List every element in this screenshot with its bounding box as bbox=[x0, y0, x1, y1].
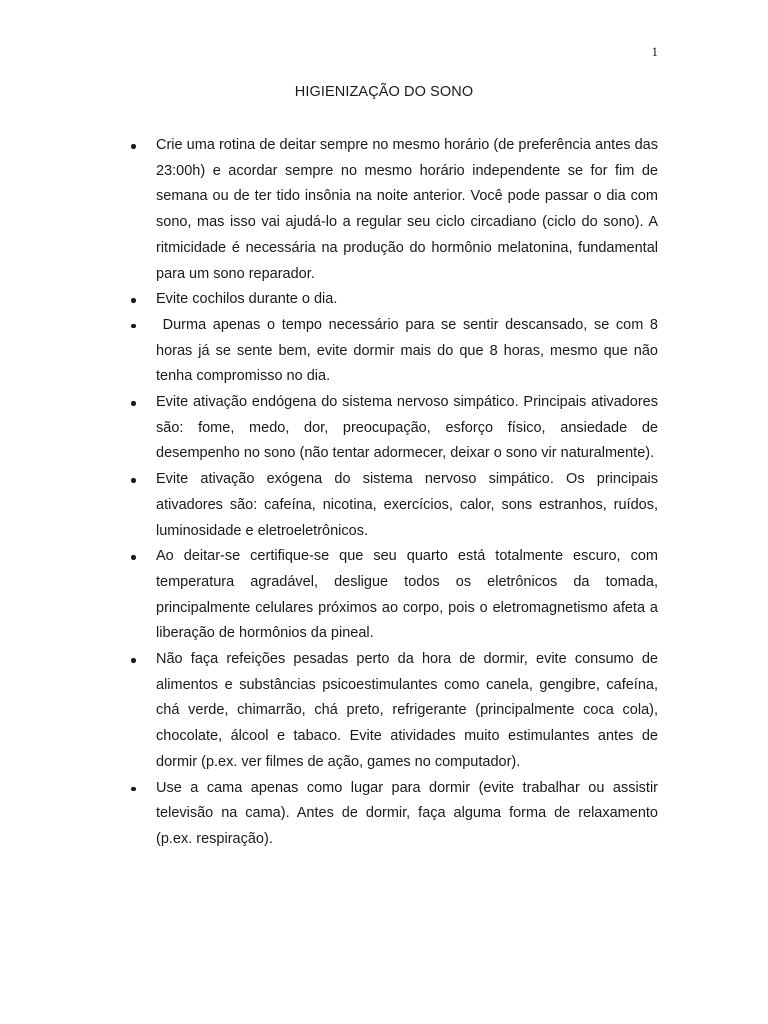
list-item bbox=[110, 287, 658, 313]
list-item bbox=[110, 544, 658, 647]
bullet-icon bbox=[131, 787, 136, 792]
list-item-text: Evite ativação endógena do sistema nervoso simpático. Principais ativadores são: fome, medo, dor, preocupação, esforço físico, ansiedade de desempenho no sono (não tentar adormecer, deixar o sono vir naturalmente). bbox=[156, 394, 658, 462]
list-item-text: Use a cama apenas como lugar para dormir (evite trabalhar ou assistir televisão na cama). Antes de dormir, faça alguma forma de relaxamento (p.ex. respiração). bbox=[156, 779, 658, 847]
list-item-text: Não faça refeições pesadas perto da hora de dormir, evite consumo de alimentos e substâncias psicoestimulantes como canela, gengibre, cafeína, chá verde, chimarrão, chá preto, refrigerante (principalmente coca cola), chocolate, álcool e tabaco. Evite atividades muito estimulantes antes de dormir (p.ex. ver filmes de ação, games no computador). bbox=[156, 651, 658, 770]
list-item bbox=[110, 647, 658, 776]
list-item-text: Ao deitar-se certifique-se que seu quarto está totalmente escuro, com temperatura agradável, desligue todos os eletrônicos da tomada, principalmente celulares próximos ao corpo, pois o eletromagnetismo afeta a liberação de hormônios da pineal. bbox=[156, 548, 658, 642]
list-item-text: Durma apenas o tempo necessário para se sentir descansado, se com 8 horas já se sente bem, evite dormir mais do que 8 horas, mesmo que não tenha compromisso no dia. bbox=[156, 316, 663, 385]
bullet-icon bbox=[131, 324, 136, 329]
list-item bbox=[110, 313, 663, 390]
list-item-text: Evite cochilos durante o dia. bbox=[156, 291, 338, 308]
bullet-icon bbox=[131, 658, 136, 663]
list-item-text: Crie uma rotina de deitar sempre no mesmo horário (de preferência antes das 23:00h) e acordar sempre no mesmo horário independente se for fim de semana ou de ter tido insônia na noite anterior. Você pode passar o dia com sono, mas isso vai ajudá-lo a regular seu ciclo circadiano (ciclo do sono). A ritmicidade é necessária na produção do hormônio melatonina, fundamental para um sono reparador. bbox=[156, 137, 658, 282]
bullet-icon bbox=[131, 401, 136, 406]
bullet-icon bbox=[131, 144, 136, 149]
list-item bbox=[110, 133, 658, 287]
bullet-icon bbox=[131, 298, 136, 303]
bullet-list bbox=[110, 133, 663, 853]
list-item bbox=[110, 776, 658, 853]
list-item bbox=[110, 390, 658, 467]
page-number: 1 bbox=[651, 44, 658, 59]
page-title: HIGIENIZAÇÃO DO SONO bbox=[294, 84, 474, 100]
bullet-icon bbox=[131, 478, 136, 483]
bullet-icon bbox=[131, 555, 136, 560]
list-item bbox=[110, 467, 658, 544]
list-item-text: Evite ativação exógena do sistema nervoso simpático. Os principais ativadores são: cafeína, nicotina, exercícios, calor, sons estranhos, ruídos, luminosidade e eletroeletrônicos. bbox=[156, 471, 658, 539]
